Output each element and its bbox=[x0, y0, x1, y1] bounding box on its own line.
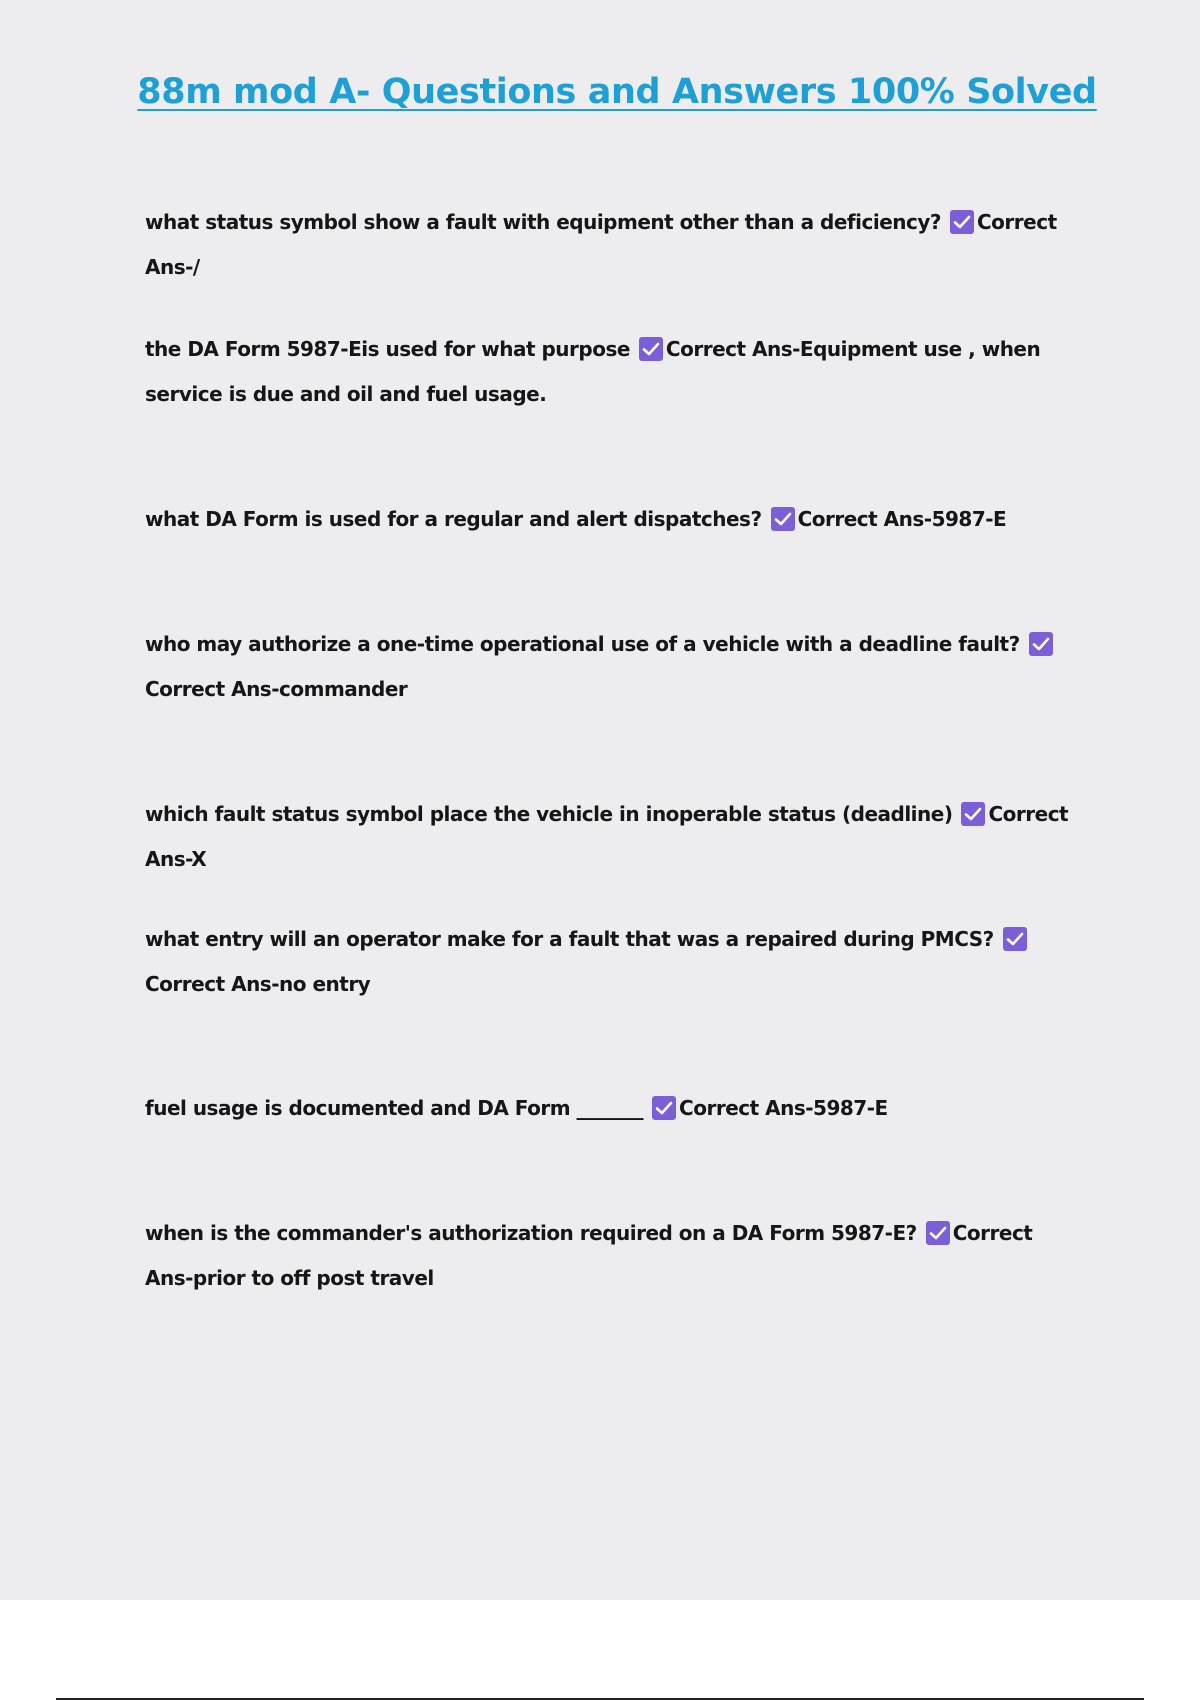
question-text: the DA Form 5987-Eis used for what purpose bbox=[145, 337, 630, 361]
question-text: what status symbol show a fault with equipment other than a deficiency? bbox=[145, 210, 941, 234]
answer-text: Correct Ans-5987-E bbox=[797, 507, 1007, 531]
checkbox-checked-icon bbox=[639, 337, 663, 361]
checkbox-checked-icon bbox=[652, 1096, 676, 1120]
answer-text: Correct Ans-5987-E bbox=[679, 1096, 888, 1120]
checkbox-checked-icon bbox=[1029, 632, 1053, 656]
answer-text: Correct Ans-prior to off post travel bbox=[145, 1221, 1033, 1290]
qa-item bbox=[145, 792, 1085, 882]
checkbox-checked-icon bbox=[926, 1221, 950, 1245]
answer-text: Correct Ans-no entry bbox=[145, 972, 371, 996]
qa-item bbox=[145, 327, 1085, 417]
qa-item bbox=[145, 917, 1085, 1007]
checkbox-checked-icon bbox=[961, 802, 985, 826]
document-title: 88m mod A- Questions and Answers 100% Solved bbox=[137, 72, 1097, 112]
qa-item bbox=[145, 1086, 1085, 1131]
qa-item bbox=[145, 497, 1085, 542]
question-text: when is the commander's authorization required on a DA Form 5987-E? bbox=[145, 1221, 917, 1245]
question-text: fuel usage is documented and DA Form _______ bbox=[145, 1096, 644, 1120]
question-text: who may authorize a one-time operational use of a vehicle with a deadline fault? bbox=[145, 632, 1020, 656]
answer-text: Correct Ans-commander bbox=[145, 677, 408, 701]
checkbox-checked-icon bbox=[1003, 927, 1027, 951]
answer-text: Correct Ans-Equipment use , when service is due and oil and fuel usage. bbox=[145, 337, 1041, 406]
qa-item bbox=[145, 622, 1085, 712]
question-text: what DA Form is used for a regular and alert dispatches? bbox=[145, 507, 762, 531]
checkbox-checked-icon bbox=[950, 210, 974, 234]
question-text: which fault status symbol place the vehicle in inoperable status (deadline) bbox=[145, 802, 953, 826]
answer-text: Correct Ans-/ bbox=[145, 210, 1057, 279]
checkbox-checked-icon bbox=[771, 507, 795, 531]
qa-item bbox=[145, 1211, 1085, 1301]
answer-text: Correct Ans-X bbox=[145, 802, 1069, 871]
qa-item bbox=[145, 200, 1085, 290]
question-text: what entry will an operator make for a fault that was a repaired during PMCS? bbox=[145, 927, 994, 951]
